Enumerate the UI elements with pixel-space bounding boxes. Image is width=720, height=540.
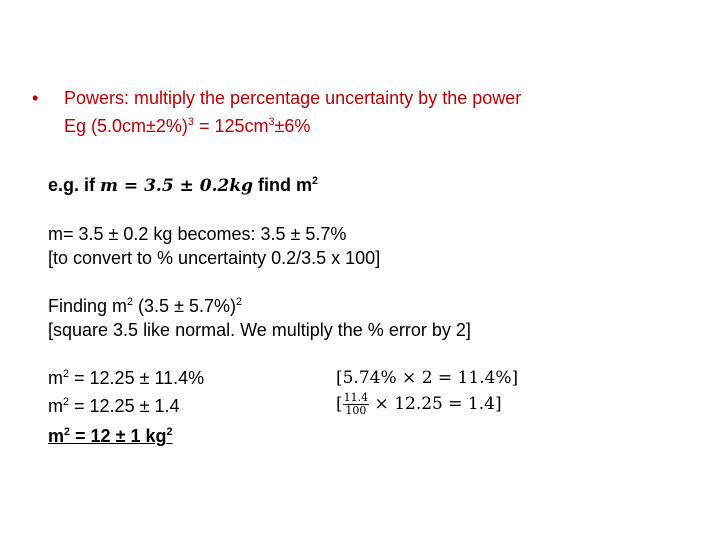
result-absolute: $m^2 = 12.25 \pm 1.4$ (48, 396, 180, 416)
example-heading: e.g. if m = 3.5 ± 0.2kg find $m^2$ (48, 175, 319, 196)
becomes-line: m= 3.5 ± 0.2 kg becomes: 3.5 ± 5.7% (48, 224, 347, 244)
bullet-point: • (32, 88, 39, 108)
rule-example-line: Eg $(5.0cm\pm 2\%)^3 = 125cm^3\pm 6\%$ (64, 116, 311, 136)
result-percent: $m^2 = 12.25 \pm 11.4\%$ (48, 368, 205, 388)
final-answer: $m^2 = 12 \pm 1$ $kg^2$ (48, 426, 173, 446)
rule-line: Powers: multiply the percentage uncertainty by the power (64, 88, 522, 108)
calc-percent: [5.74% × 2 = 11.4%] (336, 368, 519, 388)
square-note: [square 3.5 like normal. We multiply the % error by 2] (48, 320, 471, 340)
calc-absolute: [ $\frac{11.4}{100}$ × 12.25 = 1.4] (336, 391, 502, 417)
convert-note: [to convert to % uncertainty 0.2/3.5 x 100] (48, 248, 381, 268)
finding-line: Finding $m^2$ $(3.5 \pm 5.7\%)^2$ (48, 296, 242, 316)
fraction: $\frac{11.4}{100}$ (343, 391, 369, 417)
